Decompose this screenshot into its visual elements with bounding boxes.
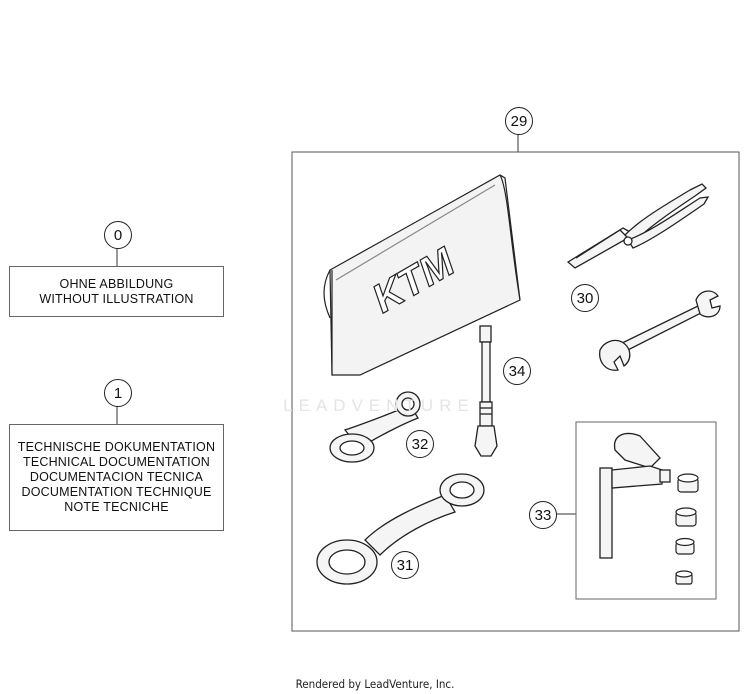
callout-29: 29	[505, 107, 533, 135]
callout-33: 33	[529, 501, 557, 529]
box-line: TECHNISCHE DOKUMENTATION	[17, 440, 216, 454]
box-line: NOTE TECNICHE	[64, 500, 169, 514]
callout-1: 1	[104, 379, 132, 407]
extension-tool-icon	[475, 326, 497, 456]
callout-30: 30	[571, 284, 599, 312]
box-line: DOCUMENTATION TECHNIQUE	[21, 485, 212, 499]
callout-31: 31	[391, 551, 419, 579]
hex-socket-icons	[676, 474, 698, 584]
technical-documentation-box	[9, 424, 224, 531]
box-line: DOCUMENTACION TECNICA	[29, 470, 204, 484]
callout-32: 32	[406, 430, 434, 458]
callout-0: 0	[104, 221, 132, 249]
t-handle-hex-key-icon	[600, 434, 670, 558]
open-end-wrench-icon	[600, 291, 720, 370]
box-line: OHNE ABBILDUNG	[59, 276, 174, 291]
pouch-logo: KTM	[364, 240, 463, 322]
pliers-icon	[568, 184, 708, 268]
box-line: TECHNICAL DOCUMENTATION	[22, 455, 210, 469]
callout-34: 34	[503, 357, 531, 385]
watermark-text: LEADVENTURE	[283, 396, 475, 415]
box-line: WITHOUT ILLUSTRATION	[39, 291, 194, 306]
without-illustration-box	[9, 266, 224, 317]
footer-credit: Rendered by LeadVenture, Inc.	[295, 677, 455, 691]
